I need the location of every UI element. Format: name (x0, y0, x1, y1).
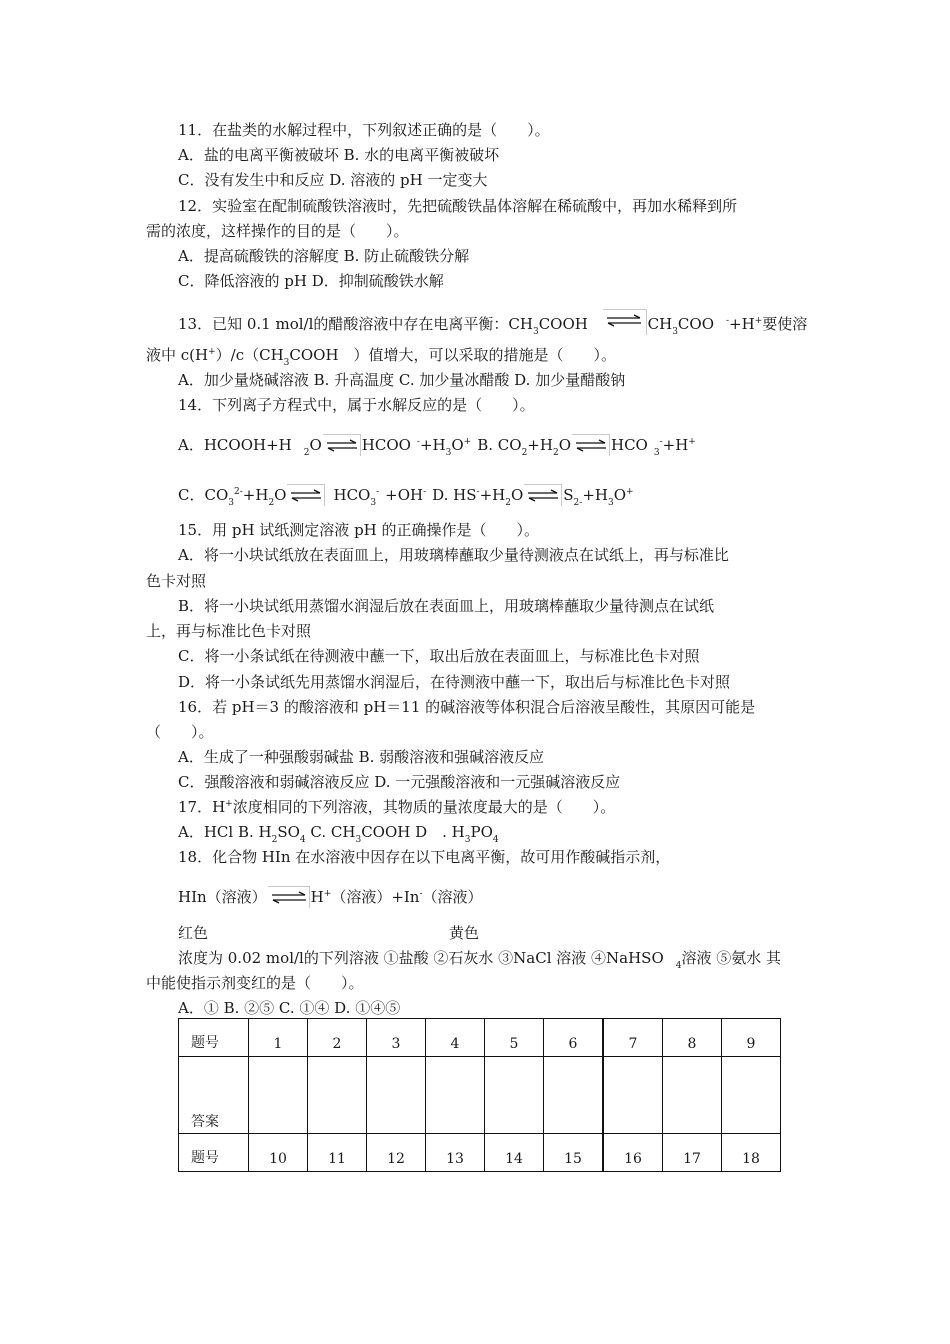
answer-table (178, 1018, 781, 1172)
q11-options-ab: A．盐的电离平衡被破坏 B. 水的电离平衡被破坏 (178, 146, 500, 164)
q15-option-a-line1: A．将一小块试纸放在表面皿上，用玻璃棒蘸取少量待测液点在试纸上，再与标准比 (178, 546, 729, 564)
q16-stem-line2: （ ）。 (146, 723, 214, 741)
answer-cell[interactable] (249, 1057, 308, 1134)
q15-option-d: D．将一小条试纸先用蒸馏水润湿后，在待测液中蘸一下，取出后与标准比色卡对照 (178, 673, 731, 691)
q17-stem: 17．H+浓度相同的下列溶液，其物质的量浓度最大的是（ ）。 (178, 798, 616, 816)
question-number: 13 (426, 1134, 485, 1172)
table-row (179, 1019, 781, 1057)
equilibrium-arrow-icon (323, 434, 361, 456)
answer-cell[interactable] (544, 1057, 604, 1134)
question-number: 8 (663, 1019, 722, 1057)
q14-stem: 14．下列离子方程式中，属于水解反应的是（ ）。 (178, 396, 535, 414)
question-number: 11 (308, 1134, 367, 1172)
q18-conditions-line1: 浓度为 0.02 mol/l的下列溶液 ①盐酸 ②石灰水 ③NaCl 溶液 ④NaHSO $_4$溶液 ⑤氨水 其 (178, 949, 782, 971)
question-number: 4 (426, 1019, 485, 1057)
q15-option-b-line2: 上，再与标准比色卡对照 (146, 622, 312, 640)
q16-options-ab: A．生成了一种强酸弱碱盐 B. 弱酸溶液和强碱溶液反应 (178, 748, 545, 766)
q12-options-ab: A．提高硫酸铁的溶解度 B. 防止硫酸铁分解 (178, 247, 470, 265)
question-number: 5 (485, 1019, 544, 1057)
question-number: 3 (367, 1019, 426, 1057)
header-label: 题号 (179, 1134, 249, 1172)
q15-stem: 15．用 pH 试纸测定溶液 pH 的正确操作是（ ）。 (178, 521, 540, 539)
answer-cell[interactable] (485, 1057, 544, 1134)
question-number: 7 (603, 1019, 663, 1057)
q14-options-ab: A．HCOOH+H $_2$O HCOO $^-+H_3O^+$ B. $CO_2+H_2O$ HCO $_3$-+H+ (178, 436, 696, 458)
header-label: 题号 (179, 1019, 249, 1057)
q12-options-cd: C．降低溶液的 pH D．抑制硫酸铁水解 (178, 272, 444, 290)
equilibrium-arrow-icon (572, 434, 610, 456)
q14-options-cd: C．$CO_3^{2-}+H_2O$ $HCO_3^- +OH^-$ D. $HS^-+H_2O$ $S_{2-}+H_3O^+$ (178, 486, 634, 508)
question-number: 1 (249, 1019, 308, 1057)
answer-cell[interactable] (426, 1057, 485, 1134)
question-number: 2 (308, 1019, 367, 1057)
equilibrium-arrow-icon (287, 484, 325, 506)
question-number: 16 (603, 1134, 663, 1172)
q15-option-a-line2: 色卡对照 (146, 572, 207, 590)
q12-stem-line2: 需的浓度，这样操作的目的是（ ）。 (146, 222, 409, 240)
question-number: 12 (367, 1134, 426, 1172)
question-number: 15 (544, 1134, 604, 1172)
answer-cell[interactable] (308, 1057, 367, 1134)
q18-conditions-line2: 中能使指示剂变红的是（ ）。 (146, 974, 364, 992)
q13-options: A．加少量烧碱溶液 B. 升高温度 C. 加少量冰醋酸 D. 加少量醋酸钠 (178, 371, 626, 389)
answer-cell[interactable] (367, 1057, 426, 1134)
q18-options: A．① B. ②⑤ C. ①④ D. ①④⑤ (178, 999, 401, 1017)
q12-stem-line1: 12．实验室在配制硫酸铁溶液时，先把硫酸铁晶体溶解在稀硫酸中，再加水稀释到所 (178, 197, 738, 215)
q18-color-red: 红色 (178, 924, 209, 942)
q11-options-cd: C．没有发生中和反应 D. 溶液的 pH 一定变大 (178, 171, 488, 189)
q15-option-c: C．将一小条试纸在待测液中蘸一下，取出后放在表面皿上，与标准比色卡对照 (178, 647, 700, 665)
equilibrium-arrow-icon (603, 309, 647, 335)
question-number: 9 (722, 1019, 781, 1057)
q16-stem-line1: 16．若 pH＝3 的酸溶液和 pH＝11 的碱溶液等体积混合后溶液呈酸性，其原因可能是 (178, 698, 756, 716)
table-row (179, 1134, 781, 1172)
question-number: 18 (722, 1134, 781, 1172)
q16-options-cd: C．强酸溶液和弱碱溶液反应 D. 一元强酸溶液和一元强碱溶液反应 (178, 773, 621, 791)
q15-option-b-line1: B．将一小块试纸用蒸馏水润湿后放在表面皿上，用玻璃棒蘸取少量待测点在试纸 (178, 597, 715, 615)
answer-cell[interactable] (663, 1057, 722, 1134)
question-number: 6 (544, 1019, 604, 1057)
q11-stem: 11．在盐类的水解过程中，下列叙述正确的是（ ）。 (178, 121, 550, 139)
q13-stem-line1: 13．已知 0.1 mol/l的醋酸溶液中存在电离平衡：$CH_3COOH$ $CH_3COO$ -+H+要使溶 (178, 309, 807, 335)
q18-equation: HIn（溶液） H+（溶液）+In-（溶液） (178, 888, 483, 906)
q17-options: A．HCl B. $H_2SO_4$ C. $CH_3COOH$ D . $H_3PO_4$ (178, 823, 499, 845)
answer-label: 答案 (179, 1057, 249, 1134)
q18-stem: 18．化合物 HIn 在水溶液中因存在以下电离平衡，故可用作酸碱指示剂， (178, 848, 671, 866)
equilibrium-arrow-icon (524, 484, 562, 506)
table-row (179, 1057, 781, 1134)
answer-cell[interactable] (603, 1057, 663, 1134)
question-number: 14 (485, 1134, 544, 1172)
q13-stem-line2: 液中 $c(H^+)/c(CH_3COOH$ ）值增大，可以采取的措施是（ ）。 (146, 346, 617, 368)
equilibrium-arrow-icon (268, 886, 310, 908)
q18-color-yellow: 黄色 (449, 924, 480, 942)
question-number: 10 (249, 1134, 308, 1172)
question-number: 17 (663, 1134, 722, 1172)
answer-cell[interactable] (722, 1057, 781, 1134)
